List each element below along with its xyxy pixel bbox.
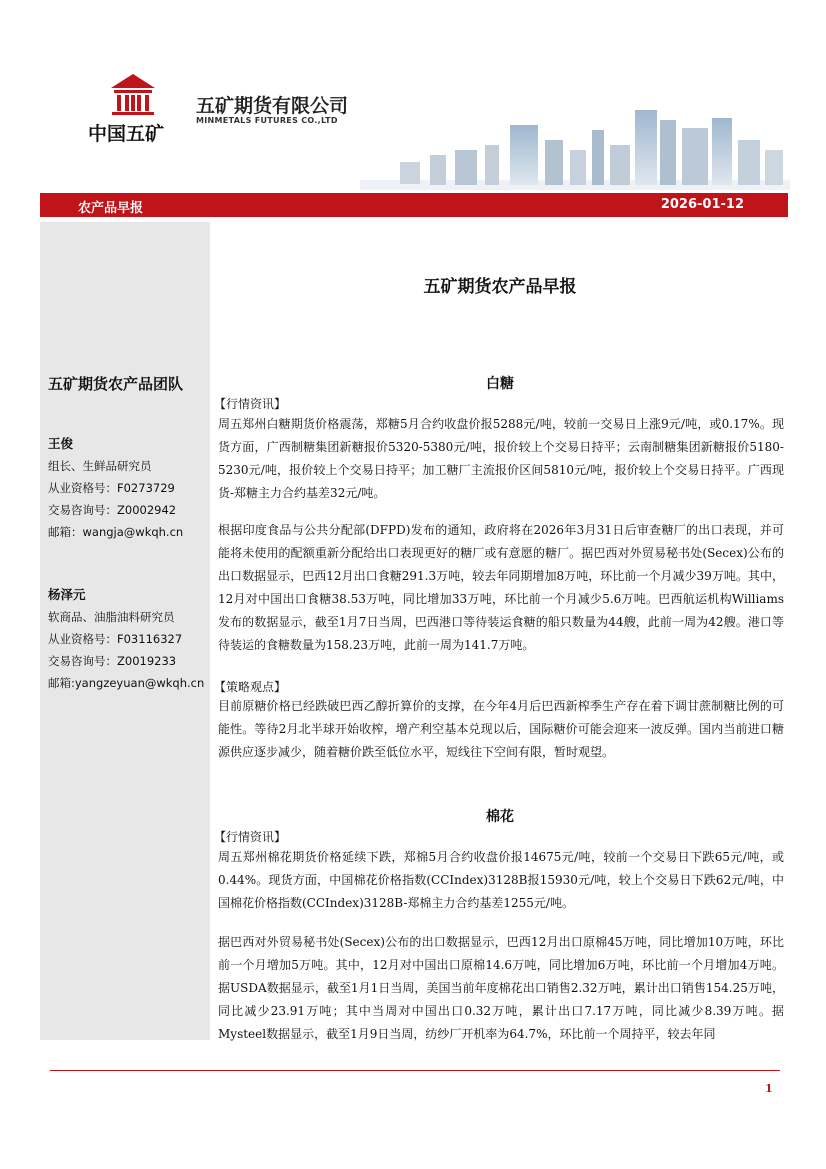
analyst-cert: 从业资格号：F0273729	[48, 481, 175, 495]
company-name-en: MINMETALS FUTURES CO.,LTD	[196, 116, 338, 125]
analyst-name: 杨泽元	[48, 587, 86, 602]
analyst-email: 邮箱:yangzeyuan@wkqh.cn	[48, 676, 205, 690]
section-tag: 【行情资讯】	[214, 397, 287, 411]
analyst-consult: 交易咨询号：Z0002942	[48, 503, 177, 517]
city-skyline-image	[360, 100, 790, 190]
section-tag: 【策略观点】	[214, 680, 287, 694]
sidebar-team-panel	[40, 222, 210, 1040]
report-date: 2026-01-12	[660, 197, 744, 212]
footer-divider	[50, 1070, 780, 1071]
analyst-card	[48, 433, 183, 543]
company-name-cn: 五矿期货有限公司	[196, 95, 349, 117]
group-logo-text: 中国五矿	[88, 123, 165, 145]
analyst-email: 邮箱：wangja@wkqh.cn	[48, 525, 184, 539]
analyst-name: 王俊	[48, 436, 74, 451]
analyst-role: 软商品、油脂油料研究员	[48, 610, 175, 624]
paragraph: 根据印度食品与公共分配部(DFPD)发布的通知，政府将在2026年3月31日后审查糖厂的出口表现，并可能将未使用的配额重新分配给出口表现更好的糖厂或有意愿的糖厂。据巴西对外贸易秘书处(Secex)公布的出口数据显示，巴西12月出口食糖291.3万吨，较去年同期增加8万吨，环比前一个月减少39万吨。其中，12月对中国出口食糖38.53万吨，同比增加33万吨，环比前一个月减少5.6万吨。巴西航运机构Williams发布的数据显示，截至1月7日当周，巴西港口等待装运食糖的船只数量为44艘，此前一周为42艘。港口等待装运的食糖数量为158.23万吨，此前一周为141.7万吨。	[218, 523, 785, 652]
paragraph: 周五郑州棉花期货价格延续下跌，郑棉5月合约收盘价报14675元/吨，较前一个交易日下跌65元/吨，或0.44%。现货方面，中国棉花价格指数(CCIndex)3128B报15930元/吨，较上个交易日下跌62元/吨，中国棉花价格指数(CCIndex)3128B-郑棉主力合约基差1255元/吨。	[218, 850, 784, 910]
company-emblem-icon	[108, 72, 158, 120]
report-header-bar	[40, 193, 788, 217]
section-title-cotton: 棉花	[486, 809, 514, 825]
analyst-card	[48, 584, 204, 694]
analyst-cert: 从业资格号：F03116327	[48, 632, 183, 646]
team-title: 五矿期货农产品团队	[48, 375, 184, 393]
analyst-role: 组长、生鲜品研究员	[48, 459, 152, 473]
paragraph: 据巴西对外贸易秘书处(Secex)公布的出口数据显示，巴西12月出口原棉45万吨，同比增加10万吨，环比前一个月增加5万吨。其中，12月对中国出口原棉14.6万吨，同比增加6万吨，环比前一个月增加4万吨。据USDA数据显示，截至1月1日当周，美国当前年度棉花出口销售2.32万吨，累计出口销售154.25万吨，同比减少23.91万吨；其中当周对中国出口0.32万吨，累计出口7.17万吨，同比减少8.39万吨。据Mysteel数据显示，截至1月9日当周，纺纱厂开机率为64.7%，环比前一个周持平，较去年同	[218, 935, 784, 1041]
paragraph: 周五郑州白糖期货价格震荡，郑糖5月合约收盘价报5288元/吨，较前一交易日上涨9元/吨，或0.17%。现货方面，广西制糖集团新糖报价5320-5380元/吨，报价较上个交易日持平；云南制糖集团新糖报价5180-5230元/吨，报价较上个交易日持平；加工糖厂主流报价区间5810元/吨，报价较上个交易日持平。广西现货-郑糖主力合约基差32元/吨。	[218, 417, 784, 500]
report-title: 五矿期货农产品早报	[423, 277, 577, 297]
paragraph: 目前原糖价格已经跌破巴西乙醇折算价的支撑，在今年4月后巴西新榨季生产存在着下调甘蔗制糖比例的可能性。等待2月北半球开始收榨，增产利空基本兑现以后，国际糖价可能会迎来一波反弹。国内当前进口糖源供应逐步减少，随着糖价跌至低位水平，短线往下空间有限，暂时观望。	[218, 699, 784, 759]
section-tag: 【行情资讯】	[214, 830, 287, 844]
report-category: 农产品早报	[78, 201, 144, 216]
analyst-consult: 交易咨询号：Z0019233	[48, 654, 177, 668]
page-number: 1	[765, 1082, 773, 1095]
section-title-sugar: 白糖	[486, 376, 514, 392]
